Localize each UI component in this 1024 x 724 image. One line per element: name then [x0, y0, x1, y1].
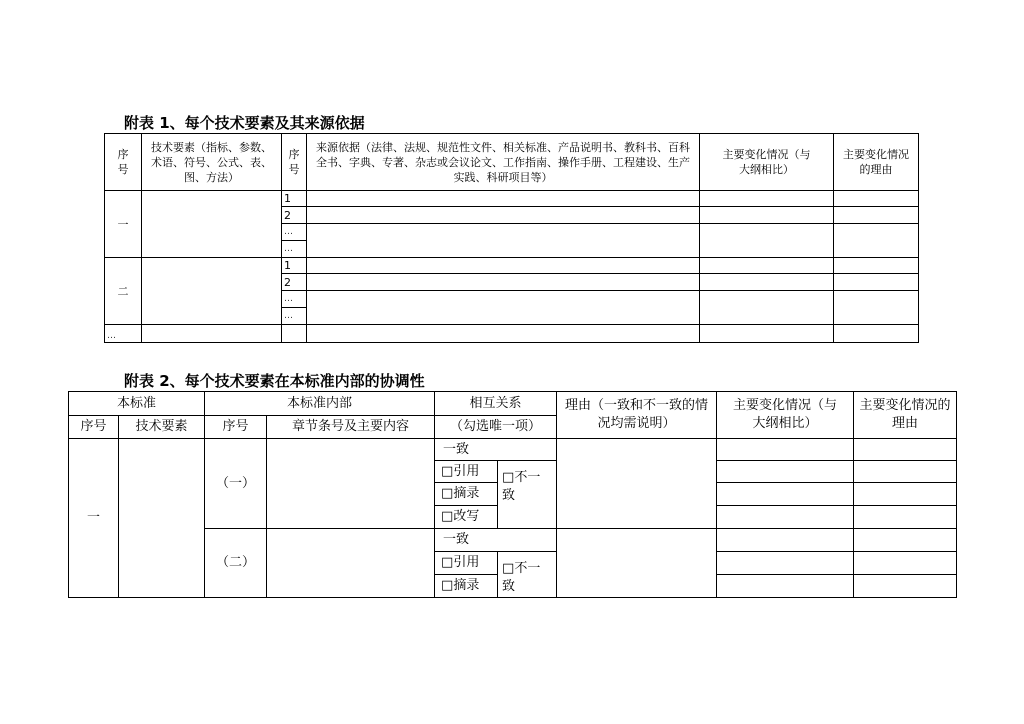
t1-cell-change [700, 258, 834, 274]
t2-header-relation-note: （勾选唯一项） [435, 416, 557, 439]
t1-cell-reason [834, 207, 919, 224]
t2-group2-inconsistent[interactable]: □不一致 [498, 552, 557, 598]
t2-cell-change-reason [854, 552, 957, 575]
t2-group2-reason [557, 529, 717, 598]
t1-cell-reason [834, 325, 919, 343]
t1-cell-reason [834, 274, 919, 291]
t1-cell-element [142, 325, 282, 343]
t1-cell-reason [834, 291, 919, 325]
t2-cell-change [717, 506, 854, 529]
t2-header-reason: 理由（一致和不一致的情况均需说明） [557, 392, 717, 439]
t1-row-subseq: … [282, 224, 307, 241]
t2-group1-subseq: （一） [205, 439, 267, 529]
t1-cell-change [700, 291, 834, 325]
t1-header-change: 主要变化情况（与大纲相比） [700, 134, 834, 191]
t2-group1-consistent: 一致 [435, 439, 557, 461]
t2-group1-reason [557, 439, 717, 529]
t2-header-relation: 相互关系 [435, 392, 557, 416]
t1-cell-change [700, 207, 834, 224]
t2-cell-change [717, 439, 854, 461]
t2-group1-inconsistent[interactable]: □不一致 [498, 461, 557, 529]
t2-cell-change [717, 552, 854, 575]
t2-group2-consistent: 一致 [435, 529, 557, 552]
t1-cell-source [307, 224, 700, 258]
t1-cell-source [307, 258, 700, 274]
t1-cell-reason [834, 224, 919, 258]
table1 [104, 133, 919, 343]
t2-cell-change-reason [854, 575, 957, 598]
t1-cell-change [700, 325, 834, 343]
t2-group1-clause [267, 439, 435, 529]
t2-cell-change [717, 529, 854, 552]
t2-header-change-reason: 主要变化情况的理由 [854, 392, 957, 439]
t1-row-subseq: 1 [282, 191, 307, 207]
t1-cell-change [700, 224, 834, 258]
t1-row-subseq: … [282, 308, 307, 325]
t1-group2-element [142, 258, 282, 325]
t2-header-change: 主要变化情况（与大纲相比） [717, 392, 854, 439]
t2-group1-option-rewrite[interactable]: □改写 [435, 506, 498, 529]
t1-row-subseq: 2 [282, 207, 307, 224]
table2 [68, 391, 957, 598]
t1-header-subseq: 序号 [282, 134, 307, 191]
t1-group1-seq: 一 [105, 191, 142, 258]
t1-header-source: 来源依据（法律、法规、规范性文件、相关标准、产品说明书、教科书、百科全书、字典、专著、杂志或会议论文、工作指南、操作手册、工程建设、生产实践、科研项目等） [307, 134, 700, 191]
t2-header-element: 技术要素 [119, 416, 205, 439]
t1-group2-seq: 二 [105, 258, 142, 325]
t1-cell-change [700, 274, 834, 291]
t2-header-clause: 章节条号及主要内容 [267, 416, 435, 439]
t1-cell-subseq [282, 325, 307, 343]
t1-last-seq: … [105, 325, 142, 343]
t1-row-subseq: 1 [282, 258, 307, 274]
t1-header-seq: 序号 [105, 134, 142, 191]
t2-group2-clause [267, 529, 435, 598]
t1-cell-change [700, 191, 834, 207]
t2-header-internal: 本标准内部 [205, 392, 435, 416]
t2-cell-change [717, 483, 854, 506]
t2-header-seq: 序号 [69, 416, 119, 439]
t1-group1-element [142, 191, 282, 258]
t2-cell-change [717, 461, 854, 483]
t2-header-this-standard: 本标准 [69, 392, 205, 416]
t2-cell-change-reason [854, 506, 957, 529]
table1-title: 附表 1、每个技术要素及其来源依据 [124, 114, 365, 132]
t2-cell-change-reason [854, 529, 957, 552]
t2-row-seq: 一 [69, 439, 119, 598]
t2-cell-change-reason [854, 483, 957, 506]
t2-cell-change-reason [854, 461, 957, 483]
t1-header-element: 技术要素（指标、参数、术语、符号、公式、表、图、方法） [142, 134, 282, 191]
t1-cell-source [307, 325, 700, 343]
t1-cell-source [307, 291, 700, 325]
t2-group1-option-excerpt[interactable]: □摘录 [435, 483, 498, 506]
t2-group2-subseq: （二） [205, 529, 267, 598]
t2-header-subseq: 序号 [205, 416, 267, 439]
t2-cell-change-reason [854, 439, 957, 461]
t1-cell-source [307, 207, 700, 224]
t1-row-subseq: … [282, 241, 307, 258]
t1-row-subseq: 2 [282, 274, 307, 291]
t1-cell-source [307, 274, 700, 291]
t2-cell-change [717, 575, 854, 598]
t1-cell-reason [834, 258, 919, 274]
t2-cell-element [119, 439, 205, 598]
table2-title: 附表 2、每个技术要素在本标准内部的协调性 [124, 372, 425, 390]
t2-group2-option-excerpt[interactable]: □摘录 [435, 575, 498, 598]
t2-group2-option-cite[interactable]: □引用 [435, 552, 498, 575]
t1-row-subseq: … [282, 291, 307, 308]
t1-cell-reason [834, 191, 919, 207]
t1-cell-source [307, 191, 700, 207]
t2-group1-option-cite[interactable]: □引用 [435, 461, 498, 483]
t1-header-reason: 主要变化情况的理由 [834, 134, 919, 191]
